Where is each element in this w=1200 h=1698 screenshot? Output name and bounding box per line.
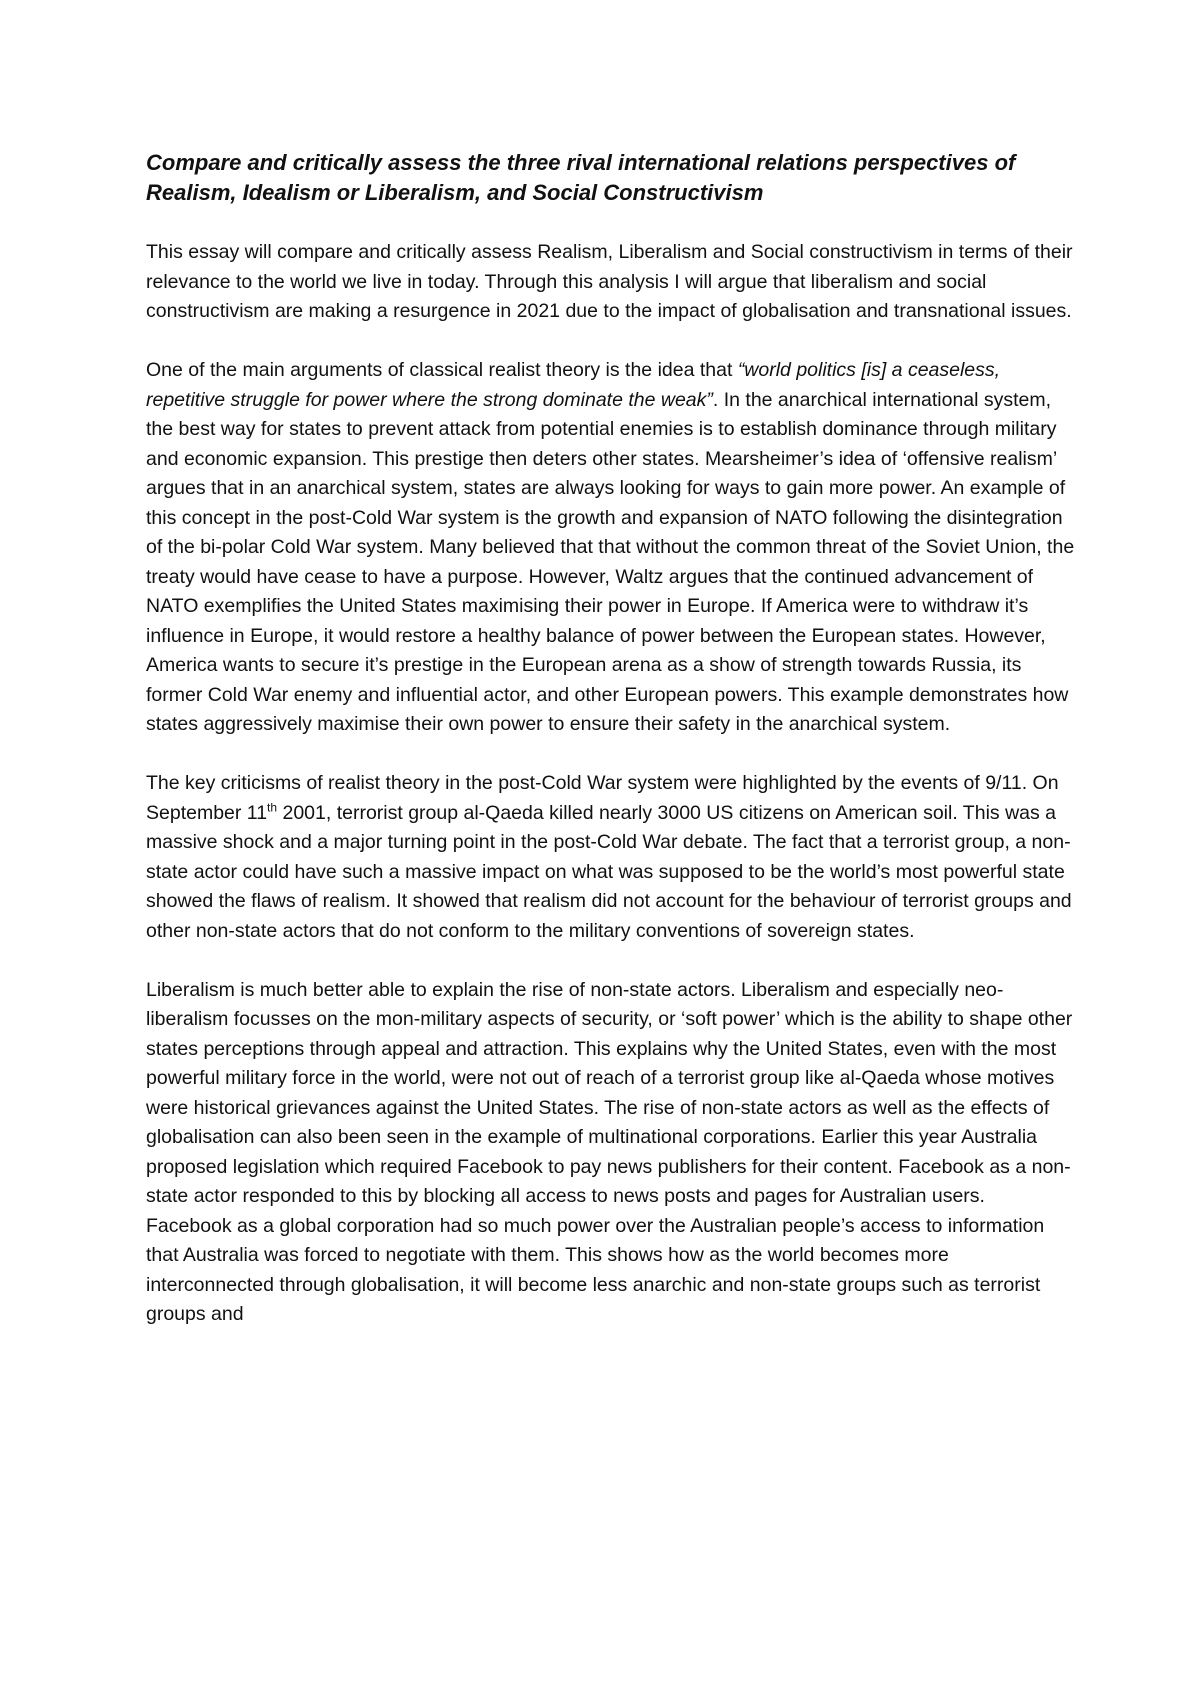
ordinal-superscript: th bbox=[267, 800, 278, 814]
paragraph-realism bbox=[146, 356, 1076, 740]
paragraph-realism-lead: One of the main arguments of classical realist theory is the idea that bbox=[146, 359, 738, 381]
paragraph-criticism-lead: The key criticisms of realist theory in the post-Cold War system were highlighted by the events of 9/11. On September 11 bbox=[146, 772, 1059, 824]
paragraph-liberalism: Liberalism is much better able to explain the rise of non-state actors. Liberalism and especially neo-liberalism focusses on the mon-military aspects of security, or ‘soft power’ which is the ability to shape other states perceptions through appeal and attraction. This explains why the United States, even with the most powerful military force in the world, were not out of reach of a terrorist group like al-Qaeda whose motives were historical grievances against the United States. The rise of non-state actors as well as the effects of globalisation can also been seen in the example of multinational corporations. Earlier this year Australia proposed legislation which required Facebook to pay news publishers for their content. Facebook as a non-state actor responded to this by blocking all access to news posts and pages for Australian users. Facebook as a global corporation had so much power over the Australian people’s access to information that Australia was forced to negotiate with them. This shows how as the world becomes more interconnected through globalisation, it will become less anarchic and non-state groups such as terrorist groups and bbox=[146, 978, 1073, 1325]
paragraph-criticism-body: 2001, terrorist group al-Qaeda killed nearly 3000 US citizens on American soil. This was a massive shock and a major turning point in the post-Cold War debate. The fact that a terrorist group, a non-state actor could have such a massive impact on what was supposed to be the world’s most powerful state showed the flaws of realism. It showed that realism did not account for the behaviour of terrorist groups and other non-state actors that do not conform to the military conventions of sovereign states. bbox=[146, 801, 1072, 942]
paragraph-realism-quote: “world politics [is] a ceaseless, repetitive struggle for power where the strong dominate the weak” bbox=[146, 359, 1001, 411]
document-body bbox=[146, 148, 1076, 1359]
paragraph-introduction: This essay will compare and critically assess Realism, Liberalism and Social constructivism in terms of their relevance to the world we live in today. Through this analysis I will argue that liberalism and social constructivism are making a resurgence in 2021 due to the impact of globalisation and transnational issues. bbox=[146, 241, 1073, 322]
paragraph-realism-body: . In the anarchical international system, the best way for states to prevent attack from potential enemies is to establish dominance through military and economic expansion. This prestige then deters other states. Mearsheimer’s idea of ‘offensive realism’ argues that in an anarchical system, states are always looking for ways to gain more power. An example of this concept in the post-Cold War system is the growth and expansion of NATO following the disintegration of the bi-polar Cold War system. Many believed that that without the common threat of the Soviet Union, the treaty would have cease to have a purpose. However, Waltz argues that the continued advancement of NATO exemplifies the United States maximising their power in Europe. If America were to withdraw it’s influence in Europe, it would restore a healthy balance of power between the European states. However, America wants to secure it’s prestige in the European arena as a show of strength towards Russia, its former Cold War enemy and influential actor, and other European powers. This example demonstrates how states aggressively maximise their own power to ensure their safety in the anarchical system. bbox=[146, 388, 1075, 735]
paragraph-criticism bbox=[146, 769, 1076, 946]
essay-title: Compare and critically assess the three rival international relations perspectives of Realism, Idealism or Liberalism, and Social Constructivism bbox=[146, 150, 1016, 205]
